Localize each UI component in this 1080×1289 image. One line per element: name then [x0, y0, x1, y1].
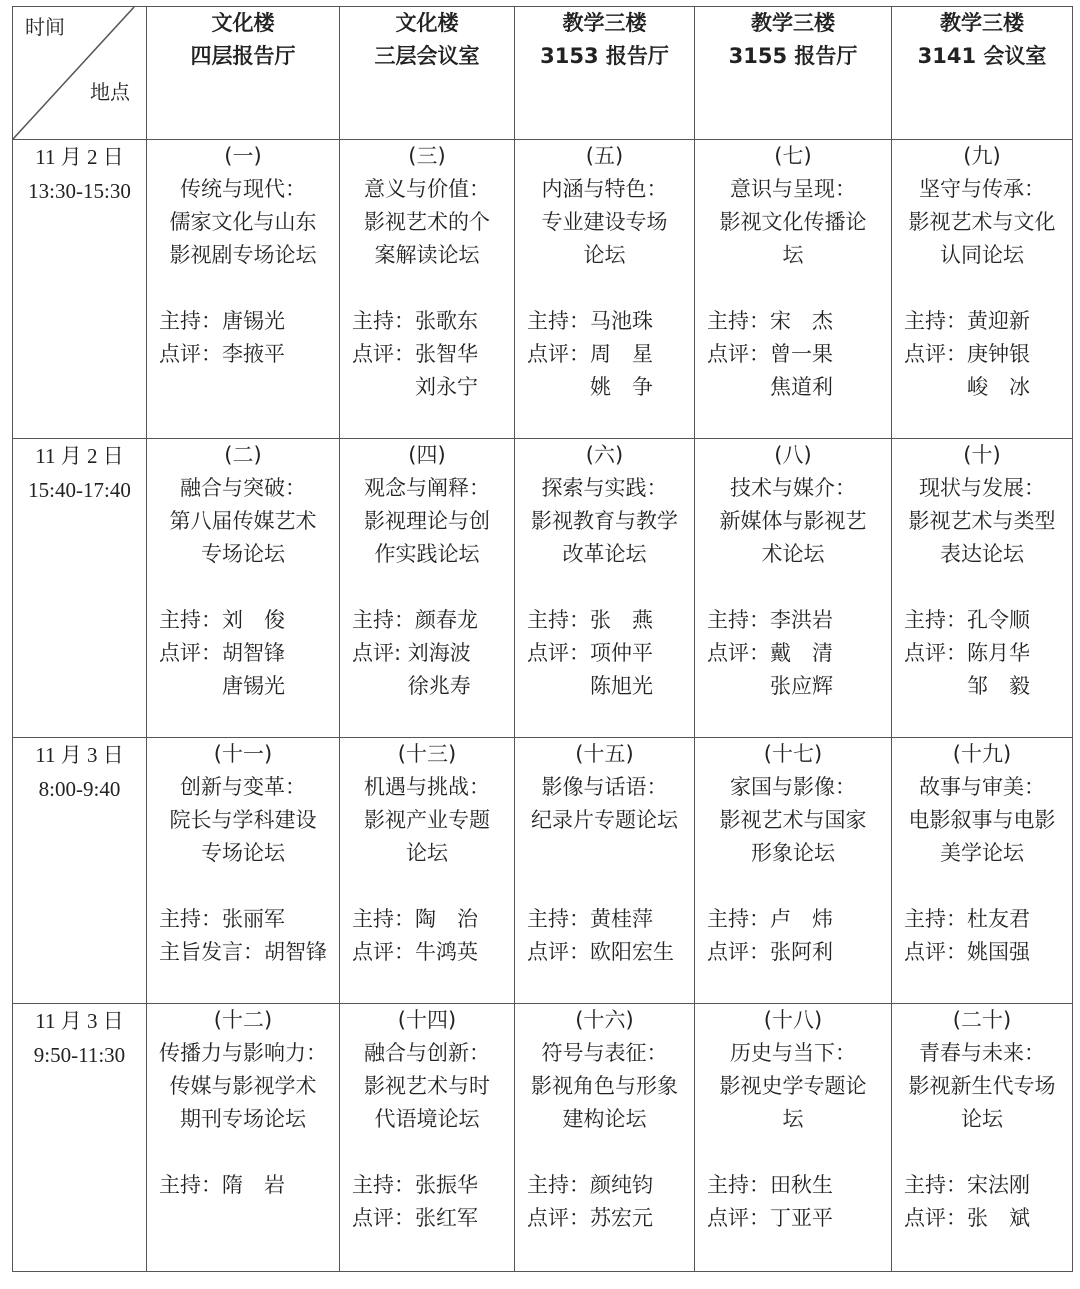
additional-commentator — [892, 670, 1072, 703]
role-line — [340, 1202, 514, 1235]
session-topic-line: 形象论坛 — [751, 841, 835, 865]
session-cell — [695, 738, 892, 1004]
time-slot-row — [13, 738, 1073, 1004]
session-topic-line: 影视产业专题 — [364, 808, 490, 832]
session-topic-line: 符号与表征： — [541, 1041, 668, 1065]
person-name: 杜友君 — [967, 907, 1030, 931]
role-label: 点评： — [352, 1206, 415, 1230]
role-label: 点评： — [904, 342, 967, 366]
venue-header — [892, 7, 1073, 140]
time-slot-row — [13, 140, 1073, 439]
session-cell — [340, 140, 515, 439]
session-cell — [892, 439, 1073, 738]
session-topic-line: 坚守与传承： — [919, 177, 1045, 201]
person-name: 庚钟银 — [967, 342, 1030, 366]
role-label: 主持： — [527, 907, 590, 931]
session-topic-line: 家国与影像： — [730, 775, 856, 799]
additional-commentator — [695, 670, 891, 703]
person-name: 颜春龙 — [415, 608, 478, 632]
role-label: 主持： — [707, 309, 770, 333]
person-name: 牛鸿英 — [415, 940, 478, 964]
venue-building: 教学三楼 — [751, 11, 835, 35]
session-topic-line: 美学论坛 — [940, 841, 1024, 865]
person-name: 峻 冰 — [967, 375, 1030, 399]
spacer — [515, 272, 694, 305]
venue-room: 3155 报告厅 — [728, 44, 858, 68]
role-line — [892, 604, 1072, 637]
person-name: 卢 炜 — [770, 907, 833, 931]
session-topic-line: 表达论坛 — [940, 542, 1024, 566]
venue-header — [340, 7, 515, 140]
session-topic-line: 技术与媒介： — [730, 476, 856, 500]
venue-room: 三层会议室 — [374, 44, 480, 68]
time-slot-row — [13, 1004, 1073, 1272]
schedule-table — [12, 6, 1073, 1272]
venue-room: 3153 报告厅 — [540, 44, 669, 68]
spacer — [147, 571, 339, 604]
session-topic-line: 术论坛 — [761, 542, 825, 566]
session-topic-line: 专场论坛 — [201, 542, 285, 566]
session-topic-line: 影像与话语： — [541, 775, 668, 799]
session-topic-line: 影视文化传播论 — [719, 210, 867, 234]
session-cell — [340, 1004, 515, 1272]
role-label: 主持： — [159, 1173, 222, 1197]
session-number: (十九) — [952, 742, 1012, 766]
session-number: (三) — [408, 144, 446, 168]
role-label: 主持： — [707, 1173, 770, 1197]
session-date: 11 月 3 日 — [35, 1009, 124, 1033]
session-number: (一) — [224, 144, 262, 168]
role-line — [340, 305, 514, 338]
role-line — [340, 936, 514, 969]
session-number: (十一) — [213, 742, 273, 766]
session-topic-line: 影视角色与形象 — [531, 1074, 678, 1098]
spacer — [695, 870, 891, 903]
person-name: 陈旭光 — [590, 674, 653, 698]
session-topic-line: 传统与现代： — [180, 177, 306, 201]
session-topic-line: 影视艺术的个 — [364, 210, 490, 234]
session-cell — [515, 140, 695, 439]
role-line — [147, 936, 339, 969]
role-label: 点评： — [352, 342, 415, 366]
venue-room: 3141 会议室 — [917, 44, 1047, 68]
spacer — [892, 571, 1072, 604]
additional-commentator — [340, 371, 514, 404]
person-name: 姚国强 — [967, 940, 1030, 964]
session-topic-line: 机遇与挑战： — [364, 775, 490, 799]
role-line — [147, 637, 339, 670]
session-topic-line: 历史与当下： — [730, 1041, 856, 1065]
session-topic-line: 探索与实践： — [541, 476, 668, 500]
person-name: 戴 清 — [770, 641, 833, 665]
person-name: 徐兆寿 — [407, 674, 471, 698]
role-label: 主持： — [904, 907, 967, 931]
session-topic-line: 论坛 — [406, 841, 448, 865]
session-cell — [340, 439, 515, 738]
session-topic-line: 认同论坛 — [940, 243, 1024, 267]
role-label: 点评： — [904, 641, 967, 665]
session-cell — [340, 738, 515, 1004]
session-topic-line: 作实践论坛 — [374, 542, 480, 566]
venue-header — [515, 7, 695, 140]
session-cell — [695, 1004, 892, 1272]
corner-place-label: 地点 — [90, 80, 130, 104]
role-line — [515, 1202, 694, 1235]
role-label: 主持： — [352, 309, 415, 333]
session-number: (十二) — [213, 1008, 273, 1032]
role-label: 点评： — [527, 1206, 590, 1230]
person-name: 张振华 — [415, 1173, 478, 1197]
session-cell — [147, 140, 340, 439]
role-label: 点评: — [352, 641, 408, 665]
additional-commentator — [695, 371, 891, 404]
role-line — [695, 338, 891, 371]
session-topic-line: 意识与呈现： — [730, 177, 856, 201]
role-line — [892, 338, 1072, 371]
session-topic-line: 第八届传媒艺术 — [169, 509, 317, 533]
session-topic-line: 融合与创新： — [364, 1041, 490, 1065]
session-topic-line: 案解读论坛 — [374, 243, 480, 267]
session-cell — [892, 1004, 1073, 1272]
session-topic-line: 论坛 — [583, 243, 626, 267]
session-cell — [892, 140, 1073, 439]
session-cell — [695, 439, 892, 738]
session-topic-line: 院长与学科建设 — [169, 808, 317, 832]
session-cell — [892, 738, 1073, 1004]
session-topic-line: 专业建设专场 — [541, 210, 668, 234]
spacer — [515, 1136, 694, 1169]
spacer — [695, 272, 891, 305]
role-line — [515, 936, 694, 969]
session-time: 15:40-17:40 — [28, 478, 131, 502]
person-name: 张 斌 — [967, 1206, 1030, 1230]
session-date: 11 月 2 日 — [35, 444, 124, 468]
person-name: 张 燕 — [590, 608, 653, 632]
venue-building: 教学三楼 — [940, 11, 1024, 35]
session-number: (十五) — [575, 742, 634, 766]
spacer — [147, 870, 339, 903]
role-label: 主持： — [159, 907, 222, 931]
session-topic-line: 影视理论与创 — [364, 509, 490, 533]
venue-header — [695, 7, 892, 140]
venue-room: 四层报告厅 — [190, 44, 296, 68]
session-number: (十七) — [763, 742, 823, 766]
venue-building: 文化楼 — [211, 11, 275, 35]
session-topic-line: 青春与未来： — [919, 1041, 1045, 1065]
role-label: 点评： — [159, 342, 222, 366]
session-topic-line: 观念与阐释： — [364, 476, 490, 500]
session-topic-line: 内涵与特色： — [541, 177, 668, 201]
person-name: 刘永宁 — [415, 375, 478, 399]
session-number: (十四) — [397, 1008, 457, 1032]
person-name: 张丽军 — [222, 907, 285, 931]
session-topic-line: 创新与变革： — [180, 775, 306, 799]
session-number: (四) — [408, 443, 446, 467]
time-slot-cell — [13, 140, 147, 439]
role-line — [892, 936, 1072, 969]
session-date: 11 月 3 日 — [35, 743, 124, 767]
session-time: 9:50-11:30 — [33, 1043, 126, 1067]
session-topic-line — [515, 837, 694, 870]
session-cell — [147, 439, 340, 738]
person-name: 黄桂萍 — [590, 907, 653, 931]
session-topic-line: 期刊专场论坛 — [180, 1107, 306, 1131]
role-label: 点评： — [904, 1206, 967, 1230]
role-label: 点评： — [527, 342, 590, 366]
session-topic-line: 坛 — [782, 1107, 804, 1131]
role-label: 主持： — [527, 1173, 590, 1197]
role-label: 点评： — [904, 940, 967, 964]
role-line — [147, 338, 339, 371]
role-line — [515, 1169, 694, 1202]
additional-commentator — [515, 670, 694, 703]
person-name: 胡智锋 — [264, 940, 327, 964]
session-topic-line: 影视教育与教学 — [531, 509, 678, 533]
person-name: 张红军 — [415, 1206, 478, 1230]
time-slot-cell — [13, 1004, 147, 1272]
additional-commentator — [892, 371, 1072, 404]
role-line — [695, 604, 891, 637]
session-topic-line: 坛 — [782, 243, 804, 267]
person-name: 苏宏元 — [590, 1206, 653, 1230]
session-topic-line: 影视艺术与类型 — [908, 509, 1056, 533]
spacer — [147, 1136, 339, 1169]
session-topic-line: 论坛 — [961, 1107, 1003, 1131]
role-label: 主持： — [904, 309, 967, 333]
role-label: 点评： — [707, 342, 770, 366]
session-topic-line: 代语境论坛 — [374, 1107, 480, 1131]
person-name: 胡智锋 — [222, 641, 285, 665]
person-name: 周 星 — [590, 342, 653, 366]
person-name: 项仲平 — [590, 641, 653, 665]
time-slot-cell — [13, 439, 147, 738]
role-line — [695, 903, 891, 936]
session-topic-line: 建构论坛 — [562, 1107, 647, 1131]
role-line — [515, 305, 694, 338]
role-label: 主持： — [904, 608, 967, 632]
person-name: 刘海波 — [407, 641, 471, 665]
role-label: 点评： — [707, 1206, 770, 1230]
role-label: 主旨发言： — [159, 940, 264, 964]
person-name: 李洪岩 — [770, 608, 833, 632]
role-line — [515, 338, 694, 371]
session-topic-line: 影视史学专题论 — [719, 1074, 867, 1098]
additional-commentator — [340, 670, 514, 703]
additional-commentator — [515, 371, 694, 404]
role-line — [340, 1169, 514, 1202]
person-name: 孔令顺 — [967, 608, 1030, 632]
person-name: 田秋生 — [770, 1173, 833, 1197]
role-line — [340, 637, 514, 670]
role-label: 主持： — [527, 608, 590, 632]
session-topic-line: 影视艺术与文化 — [908, 210, 1056, 234]
spacer — [340, 1136, 514, 1169]
role-line — [147, 903, 339, 936]
role-label: 主持： — [707, 608, 770, 632]
spacer — [515, 870, 694, 903]
person-name: 颜纯钧 — [590, 1173, 653, 1197]
spacer — [892, 272, 1072, 305]
role-line — [515, 637, 694, 670]
session-topic-line: 纪录片专题论坛 — [531, 808, 678, 832]
person-name: 张智华 — [415, 342, 478, 366]
person-name: 隋 岩 — [222, 1173, 285, 1197]
header-row — [13, 7, 1073, 140]
session-cell — [147, 1004, 340, 1272]
session-number: (二) — [224, 443, 262, 467]
spacer — [340, 870, 514, 903]
person-name: 张应辉 — [770, 674, 833, 698]
role-line — [892, 637, 1072, 670]
role-line — [340, 604, 514, 637]
role-line — [695, 1202, 891, 1235]
role-line — [147, 1169, 339, 1202]
person-name: 丁亚平 — [770, 1206, 833, 1230]
role-label: 点评： — [707, 641, 770, 665]
spacer — [892, 1136, 1072, 1169]
person-name: 唐锡光 — [222, 674, 285, 698]
session-number: (十六) — [575, 1008, 634, 1032]
session-time: 13:30-15:30 — [28, 179, 131, 203]
role-label: 主持： — [707, 907, 770, 931]
session-topic-line: 故事与审美： — [919, 775, 1045, 799]
role-line — [695, 305, 891, 338]
session-topic-line: 传媒与影视学术 — [169, 1074, 317, 1098]
role-label: 点评： — [159, 641, 222, 665]
session-number: (十) — [963, 443, 1001, 467]
time-slot-cell — [13, 738, 147, 1004]
session-number: (十八) — [763, 1008, 823, 1032]
person-name: 欧阳宏生 — [590, 940, 674, 964]
session-topic-line: 影视新生代专场 — [908, 1074, 1056, 1098]
corner-header — [13, 7, 147, 140]
venue-building: 文化楼 — [395, 11, 459, 35]
role-line — [695, 637, 891, 670]
person-name: 马池珠 — [590, 309, 653, 333]
session-cell — [695, 140, 892, 439]
person-name: 黄迎新 — [967, 309, 1030, 333]
session-topic-line: 改革论坛 — [562, 542, 647, 566]
spacer — [340, 272, 514, 305]
spacer — [147, 272, 339, 305]
role-label: 点评： — [352, 940, 415, 964]
session-topic-line: 新媒体与影视艺 — [719, 509, 867, 533]
session-number: (十三) — [397, 742, 457, 766]
session-topic-line: 电影叙事与电影 — [908, 808, 1056, 832]
session-cell — [515, 439, 695, 738]
spacer — [892, 870, 1072, 903]
session-topic-line: 影视艺术与时 — [364, 1074, 490, 1098]
role-label: 点评： — [527, 940, 590, 964]
venue-header — [147, 7, 340, 140]
role-line — [892, 903, 1072, 936]
person-name: 邹 毅 — [967, 674, 1030, 698]
role-line — [892, 1169, 1072, 1202]
session-topic-line: 专场论坛 — [201, 841, 285, 865]
role-line — [147, 305, 339, 338]
additional-commentator — [147, 670, 339, 703]
role-line — [340, 903, 514, 936]
person-name: 刘 俊 — [222, 608, 285, 632]
person-name: 焦道利 — [770, 375, 833, 399]
spacer — [515, 571, 694, 604]
session-cell — [515, 1004, 695, 1272]
role-label: 主持： — [352, 907, 415, 931]
role-label: 主持： — [159, 309, 222, 333]
spacer — [340, 571, 514, 604]
session-topic-line: 现状与发展： — [919, 476, 1045, 500]
session-cell — [515, 738, 695, 1004]
session-number: (六) — [585, 443, 624, 467]
session-number: (八) — [774, 443, 812, 467]
role-label: 主持： — [352, 608, 415, 632]
role-label: 点评： — [527, 641, 590, 665]
session-topic-line: 传播力与影响力： — [159, 1041, 327, 1065]
role-line — [340, 338, 514, 371]
session-number: (五) — [585, 144, 624, 168]
role-line — [515, 903, 694, 936]
role-label: 点评： — [707, 940, 770, 964]
person-name: 张歌东 — [415, 309, 478, 333]
session-number: (九) — [963, 144, 1001, 168]
session-topic-line: 儒家文化与山东 — [169, 210, 317, 234]
session-number: (二十) — [952, 1008, 1012, 1032]
person-name: 宋法刚 — [967, 1173, 1030, 1197]
role-line — [892, 305, 1072, 338]
corner-time-label: 时间 — [25, 15, 65, 39]
session-topic-line: 影视艺术与国家 — [719, 808, 867, 832]
person-name: 宋 杰 — [770, 309, 833, 333]
role-line — [695, 936, 891, 969]
venue-building: 教学三楼 — [562, 11, 647, 35]
session-topic-line: 意义与价值： — [364, 177, 490, 201]
session-date: 11 月 2 日 — [35, 145, 124, 169]
role-label: 主持： — [527, 309, 590, 333]
role-line — [515, 604, 694, 637]
person-name: 陈月华 — [967, 641, 1030, 665]
role-label: 主持： — [159, 608, 222, 632]
role-line — [147, 604, 339, 637]
session-number: (七) — [774, 144, 812, 168]
person-name: 姚 争 — [590, 375, 653, 399]
person-name: 李掖平 — [222, 342, 285, 366]
session-topic-line: 融合与突破： — [180, 476, 306, 500]
time-slot-row — [13, 439, 1073, 738]
person-name: 陶 治 — [415, 907, 478, 931]
session-topic-line: 影视剧专场论坛 — [169, 243, 317, 267]
role-line — [695, 1169, 891, 1202]
spacer — [695, 571, 891, 604]
footer-cut-text — [0, 1278, 1080, 1289]
person-name: 唐锡光 — [222, 309, 285, 333]
session-time: 8:00-9:40 — [38, 777, 121, 801]
role-label: 主持： — [352, 1173, 415, 1197]
session-cell — [147, 738, 340, 1004]
role-label: 主持： — [904, 1173, 967, 1197]
role-line — [892, 1202, 1072, 1235]
person-name: 张阿利 — [770, 940, 833, 964]
spacer — [695, 1136, 891, 1169]
person-name: 曾一果 — [770, 342, 833, 366]
